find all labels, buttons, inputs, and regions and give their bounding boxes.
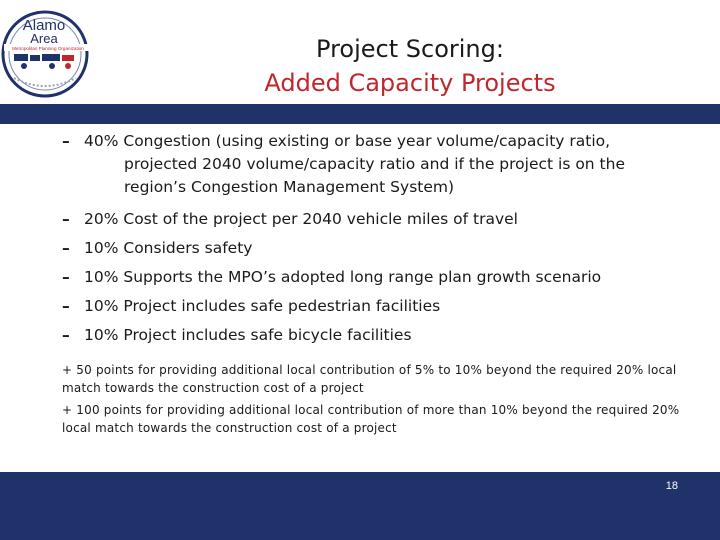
- header-divider-bar: [0, 104, 720, 124]
- logo-word-alamo: Alamo: [22, 17, 66, 34]
- list-item: [62, 234, 702, 263]
- criterion-text: 10% Project includes safe bicycle facilities: [84, 326, 412, 344]
- logo-word-area: Area: [30, 31, 58, 46]
- bullet-dash: –: [62, 268, 70, 286]
- bullet-dash: –: [62, 132, 70, 150]
- list-item: [62, 321, 702, 350]
- page-number: 18: [665, 480, 678, 492]
- bullet-dash: –: [62, 326, 70, 344]
- bonus-points-notes: [62, 361, 710, 441]
- list-item: [62, 205, 702, 234]
- list-item: [62, 130, 702, 199]
- alamo-area-mpo-logo: [0, 8, 98, 100]
- bullet-dash: –: [62, 297, 70, 315]
- list-item: [62, 263, 702, 292]
- criterion-text: 10% Supports the MPO’s adopted long range plan growth scenario: [84, 268, 602, 286]
- scoring-criteria-list: [62, 130, 702, 350]
- bonus-note: + 50 points for providing additional local contribution of 5% to 10% beyond the required 20% local match towards the construction cost of a project: [62, 363, 677, 395]
- criterion-text: 10% Considers safety: [84, 239, 253, 257]
- criterion-text-continued: projected 2040 volume/capacity ratio and if the project is on the: [124, 155, 625, 173]
- bullet-dash: –: [62, 239, 70, 257]
- slide-title: [160, 32, 660, 100]
- criterion-text-continued: region’s Congestion Management System): [124, 178, 455, 196]
- footer-bar: [0, 472, 720, 540]
- bonus-note: + 100 points for providing additional local contribution of more than 10% beyond the required 20% local match towards the construction cost of a project: [62, 403, 680, 435]
- bullet-dash: –: [62, 210, 70, 228]
- criterion-text: 40% Congestion (using existing or base year volume/capacity ratio,: [84, 132, 611, 150]
- title-line-1: Project Scoring:: [316, 35, 504, 63]
- title-line-2: Added Capacity Projects: [264, 69, 556, 97]
- criterion-text: 10% Project includes safe pedestrian facilities: [84, 297, 441, 315]
- logo-tagline: Metropolitan Planning Organization: [12, 46, 84, 51]
- criterion-text: 20% Cost of the project per 2040 vehicle miles of travel: [84, 210, 518, 228]
- list-item: [62, 292, 702, 321]
